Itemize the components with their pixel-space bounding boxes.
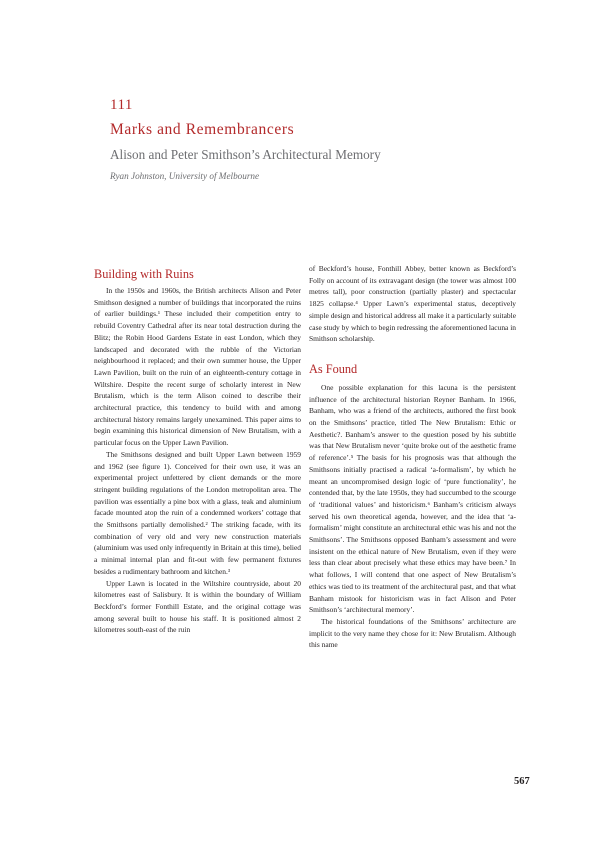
- paper-title: Marks and Remembrancers: [110, 121, 295, 138]
- paper-subtitle: Alison and Peter Smithson’s Architectural Memory: [110, 147, 381, 162]
- chapter-number: 111: [110, 97, 133, 113]
- paragraph: Upper Lawn is located in the Wiltshire countryside, about 20 kilometres east of Salisbury. It is within the boundary of William Beckford’s former Fonthill Estate, and the original cottage was among several built to house his staff. It is positioned almost 2 kilometres south-east of the ruin: [94, 578, 301, 635]
- section-heading-as-found: As Found: [309, 361, 358, 376]
- paragraph: The Smithsons designed and built Upper Lawn between 1959 and 1962 (see figure 1). Conceived for their own use, it was an experimental project unfettered by client demands or the more stringent building regulations of the London metropolitan area. The pavilion was essentially a pine box with a glass, teak and aluminium facade mounted atop the ruin of a condemned workers’ cottage that the Smithsons partially demolished.² The striking facade, with its combination of very old and very new construction materials (aluminium was used only infrequently in Britain at this time), belied a minimal internal plan and fit-out with few permanent fixtures besides a rudimentary bathroom and kitchen.³: [94, 449, 301, 576]
- section-heading-building-with-ruins: Building with Ruins: [94, 267, 194, 281]
- right-column: [309, 263, 516, 651]
- paragraph: One possible explanation for this lacuna is the persistent influence of the architectural historian Reyner Banham. In 1966, Banham, who was a friend of the architects, authored the first book on the Smithsons’ practice, titled The New Brutalism: Ethic or Aesthetic?. Banham’s answer to the question posed by his subtitle was that New Brutalism never ‘quite broke out of the aesthetic frame of reference’.⁵ The basis for his prognosis was that although the Smithsons initially practised a radical ‘a-formalism’, by which he meant an uncompromised design logic of ‘pure functionality’, he contended that, by the late 1950s, they had succumbed to the scourge of ‘traditional values’ and historicism.⁶ Banham’s criticism always served his own theoretical agenda, however, and the idea that ‘a-formalism’ might constitute an architectural ethic was his and not the Smithsons’. The Smithsons opposed Banham’s assessment and were insistent on the ethical nature of New Brutalism, even if they were less than clear about precisely what these ethics may have been.⁷ In what follows, I will contend that one aspect of New Brutalism’s ethics was tied to its treatment of the architectural past, and that what Banham mistook for historicism was in fact Alison and Peter Smithson’s ‘architectural memory’.: [309, 382, 516, 615]
- left-column: [94, 266, 301, 636]
- page-number: 567: [514, 776, 530, 787]
- author-affiliation: Ryan Johnston, University of Melbourne: [110, 171, 260, 181]
- paragraph: The historical foundations of the Smithsons’ architecture are implicit to the very name they chose for it: New Brutalism. Although this name: [309, 616, 516, 650]
- paragraph: In the 1950s and 1960s, the British architects Alison and Peter Smithson designed a number of buildings that incorporated the ruins of earlier buildings.¹ These included their competition entry to rebuild Coventry Cathedral after its near total destruction during the Blitz; the Robin Hood Gardens Estate in east London, which they landscaped and decorated with the rubble of the Victorian neighbourhood it replaced; and their own summer house, the Upper Lawn Pavilion, built on the ruin of an eighteenth-century cottage in Wiltshire. Despite the recent surge of scholarly interest in New Brutalism, which is the term Alison coined to describe their architectural practice, this tendency to build with and among architectural history remains largely unexamined. This paper aims to begin examining this historical dimension of New Brutalism, with a particular focus on the Upper Lawn Pavilion.: [94, 286, 301, 448]
- paragraph-continued: of Beckford’s house, Fonthill Abbey, better known as Beckford’s Folly on account of its extravagant design (the tower was almost 100 metres tall), poor construction (partially plaster) and spectacular 1825 collapse.⁴ Upper Lawn’s experimental status, deceptively simple design and historical address all make it a particularly suitable case study by which to begin redressing the aforementioned lacuna in Smithson scholarship.: [309, 264, 516, 344]
